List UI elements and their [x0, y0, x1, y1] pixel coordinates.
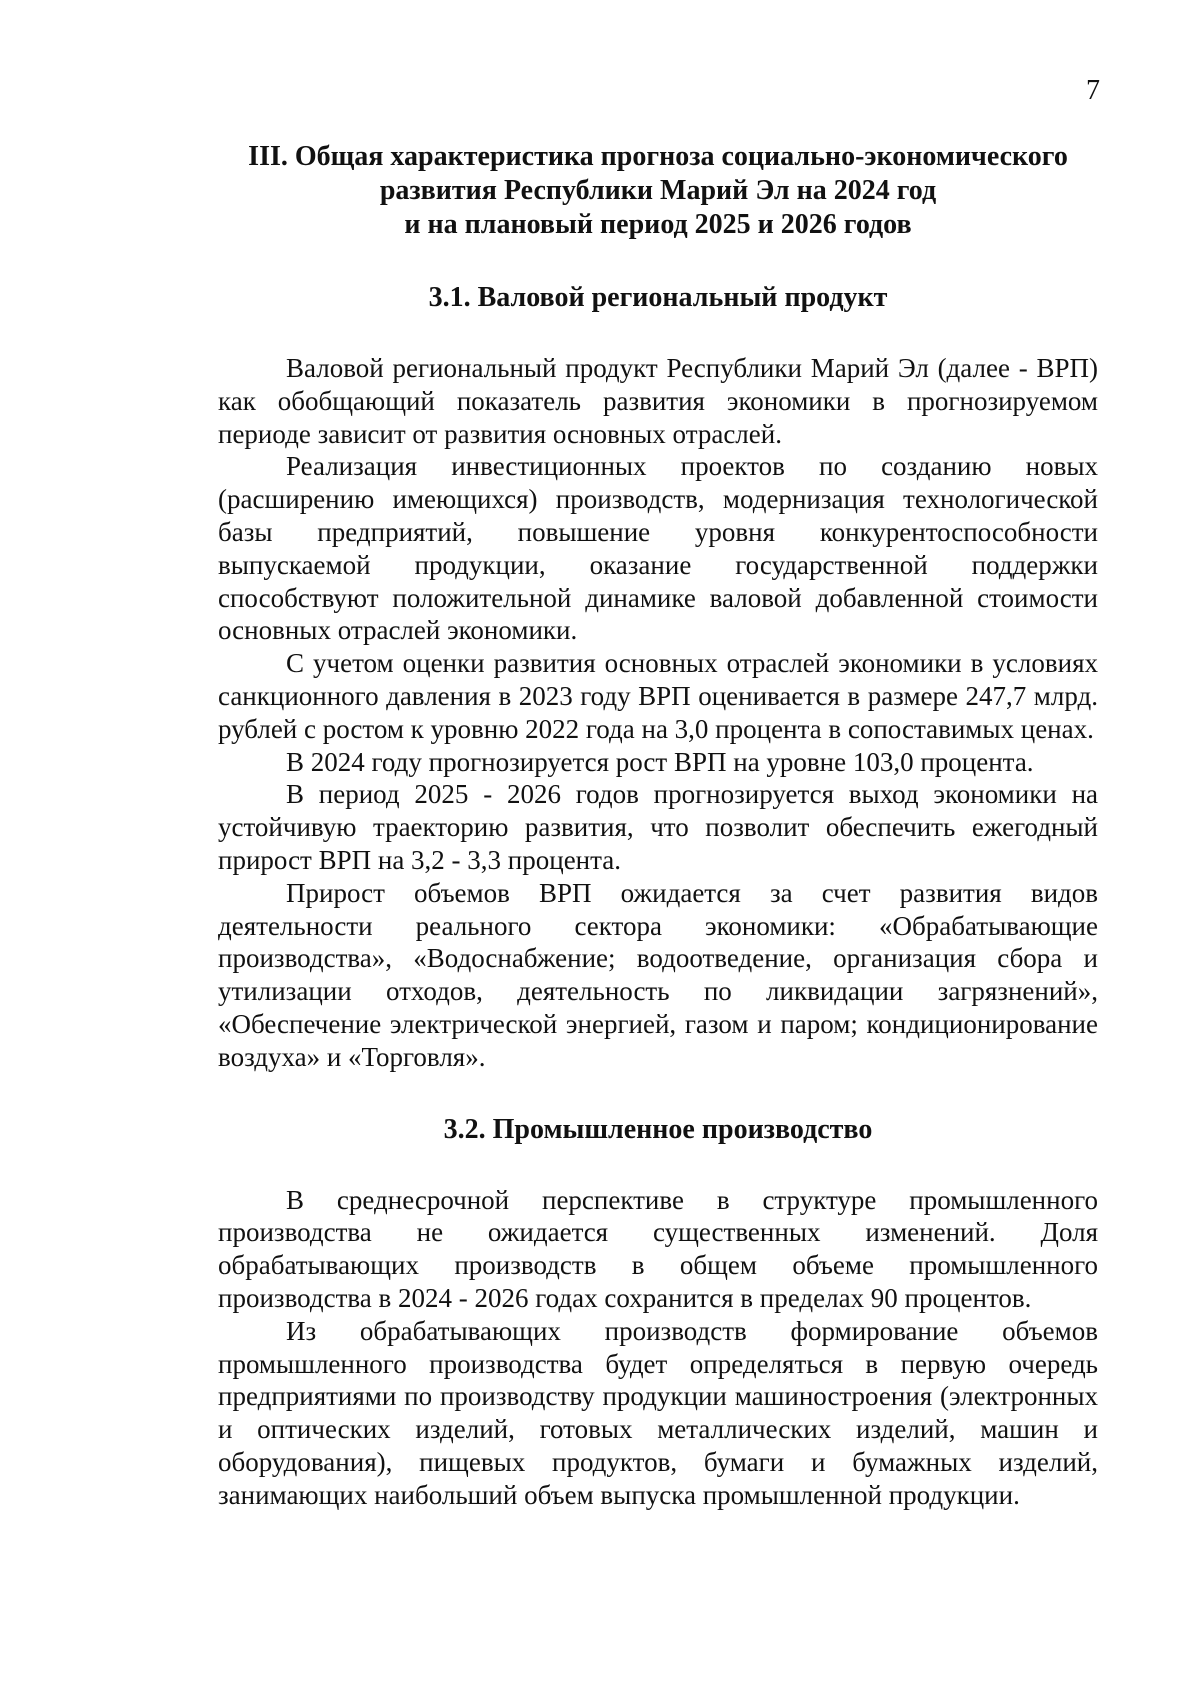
paragraph: В 2024 году прогнозируется рост ВРП на уровне 103,0 процента. — [286, 746, 1034, 777]
paragraph: Валовой региональный продукт Республики Марий Эл (далее - ВРП) как обобщающий показатель развития экономики в прогнозируемом периоде зависит от развития основных отраслей. — [218, 353, 1098, 449]
section-gross-regional-product — [218, 281, 1098, 1074]
title-line-1: III. Общая характеристика прогноза социально-экономического — [248, 141, 1068, 172]
section-heading: 3.1. Валовой региональный продукт — [428, 282, 888, 313]
paragraph: С учетом оценки развития основных отраслей экономики в условиях санкционного давления в 2023 году ВРП оценивается в размере 247,7 млрд. рублей с ростом к уровню 2022 года на 3,0 процента в сопоставимых ценах. — [218, 648, 1098, 744]
paragraph: Из обрабатывающих производств формирование объемов промышленного производства будет определяться в первую очередь предприятиями по производству продукции машиностроения (электронных и оптических изделий, готовых металлических изделий, машин и оборудования), пищевых продуктов, бумаги и бумажных изделий, занимающих наибольший объем выпуска промышленной продукции. — [218, 1315, 1098, 1510]
title-line-3: и на плановый период 2025 и 2026 годов — [404, 209, 912, 240]
section-heading: 3.2. Промышленное производство — [443, 1113, 873, 1145]
paragraph: В среднесрочной перспективе в структуре промышленного производства не ожидается существенных изменений. Доля обрабатывающих производств в общем объеме промышленного производства в 2024 - 2026 годах сохранится в пределах 90 процентов. — [218, 1184, 1098, 1313]
paragraph: В период 2025 - 2026 годов прогнозируется выход экономики на устойчивую траекторию развития, что позволит обеспечить ежегодный прирост ВРП на 3,2 - 3,3 процента. — [218, 779, 1098, 875]
title-line-2: развития Республики Марий Эл на 2024 год — [379, 175, 937, 206]
page-number: 7 — [1086, 75, 1100, 106]
section-industrial-production — [218, 1113, 1098, 1512]
paragraph: Прирост объемов ВРП ожидается за счет развития видов деятельности реального сектора экономики: «Обрабатывающие производства», «Водоснабжение; водоотведение, организация сбора и утилизации отходов, деятельность по ликвидации загрязнений», «Обеспечение электрической энергией, газом и паром; кондиционирование воздуха» и «Торговля». — [218, 877, 1098, 1072]
document-title — [218, 140, 1098, 242]
paragraph: Реализация инвестиционных проектов по созданию новых (расширению имеющихся) производств, модернизация технологической базы предприятий, повышение уровня конкурентоспособности выпускаемой продукции, оказание государственной поддержки способствуют положительной динамике валовой добавленной стоимости основных отраслей экономики. — [218, 451, 1098, 646]
document-body — [218, 140, 1098, 1512]
